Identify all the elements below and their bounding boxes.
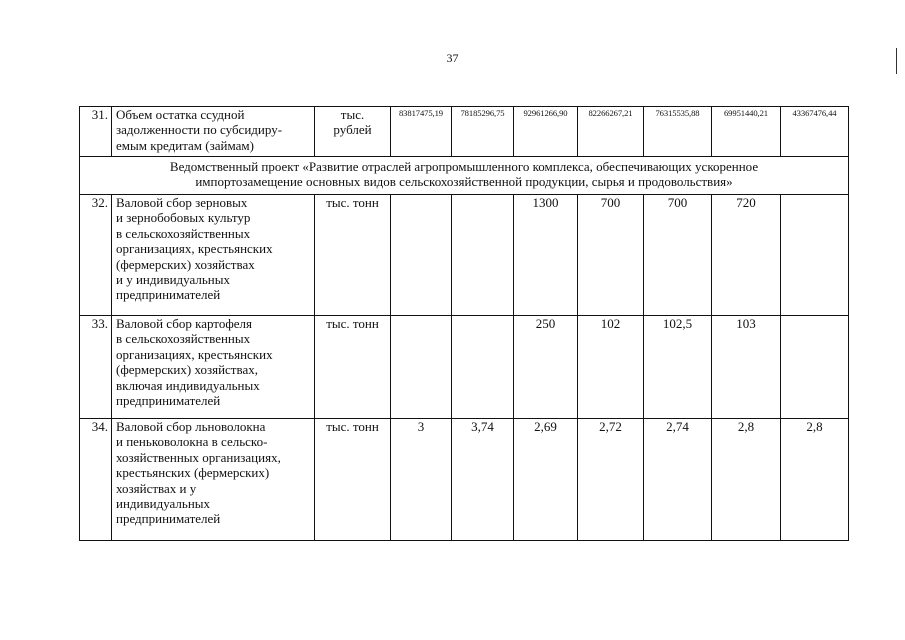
indicators-table xyxy=(79,106,849,541)
value-cell: 700 xyxy=(644,195,712,316)
value-cell: 2,69 xyxy=(514,419,578,541)
row-number: 33. xyxy=(80,316,112,419)
value-cell: 2,74 xyxy=(644,419,712,541)
value-cell: 43367476,44 xyxy=(781,107,849,157)
section-row xyxy=(80,157,849,195)
indicator-name: Валовой сбор зерновых и зернобобовых культур в сельскохозяйственных организациях, крестьянских (фермерских) хозяйствах и у индивидуальных предпринимателей xyxy=(112,195,315,316)
table-row-33 xyxy=(80,316,849,419)
value-cell: 103 xyxy=(712,316,781,419)
value-cell xyxy=(391,195,452,316)
value-cell xyxy=(781,195,849,316)
value-cell: 2,8 xyxy=(781,419,849,541)
value-cell: 92961266,90 xyxy=(514,107,578,157)
row-number: 32. xyxy=(80,195,112,316)
page-number: 37 xyxy=(446,51,459,65)
table-row-34 xyxy=(80,419,849,541)
value-cell xyxy=(391,316,452,419)
indicator-name: Валовой сбор картофеля в сельскохозяйственных организациях, крестьянских (фермерских) хозяйствах, включая индивидуальных предпринимателей xyxy=(112,316,315,419)
table-row-32 xyxy=(80,195,849,316)
value-cell: 83817475,19 xyxy=(391,107,452,157)
value-cell xyxy=(781,316,849,419)
row-number: 31. xyxy=(80,107,112,157)
row-number: 34. xyxy=(80,419,112,541)
value-cell: 2,72 xyxy=(578,419,644,541)
unit-cell: тыс. рублей xyxy=(315,107,391,157)
value-cell: 3,74 xyxy=(452,419,514,541)
value-cell: 250 xyxy=(514,316,578,419)
indicator-name: Объем остатка ссудной задолженности по субсидиру- емым кредитам (займам) xyxy=(112,107,315,157)
indicator-name: Валовой сбор льноволокна и пеньковолокна в сельско- хозяйственных организациях, крестьянских (фермерских) хозяйствах и у индивидуальных предпринимателей xyxy=(112,419,315,541)
value-cell: 76315535,88 xyxy=(644,107,712,157)
value-cell: 78185296,75 xyxy=(452,107,514,157)
table-row-31 xyxy=(80,107,849,157)
scan-edge-mark xyxy=(896,48,897,74)
value-cell: 720 xyxy=(712,195,781,316)
value-cell: 82266267,21 xyxy=(578,107,644,157)
value-cell: 69951440,21 xyxy=(712,107,781,157)
value-cell: 1300 xyxy=(514,195,578,316)
value-cell: 2,8 xyxy=(712,419,781,541)
section-heading: Ведомственный проект «Развитие отраслей агропромышленного комплекса, обеспечивающих ускоренное импортозамещение основных видов сельскохозяйственной продукции, сырья и продовольствия» xyxy=(80,157,849,195)
unit-cell: тыс. тонн xyxy=(315,316,391,419)
value-cell: 102 xyxy=(578,316,644,419)
value-cell xyxy=(452,316,514,419)
value-cell: 102,5 xyxy=(644,316,712,419)
unit-cell: тыс. тонн xyxy=(315,195,391,316)
value-cell: 3 xyxy=(391,419,452,541)
value-cell xyxy=(452,195,514,316)
value-cell: 700 xyxy=(578,195,644,316)
unit-cell: тыс. тонн xyxy=(315,419,391,541)
